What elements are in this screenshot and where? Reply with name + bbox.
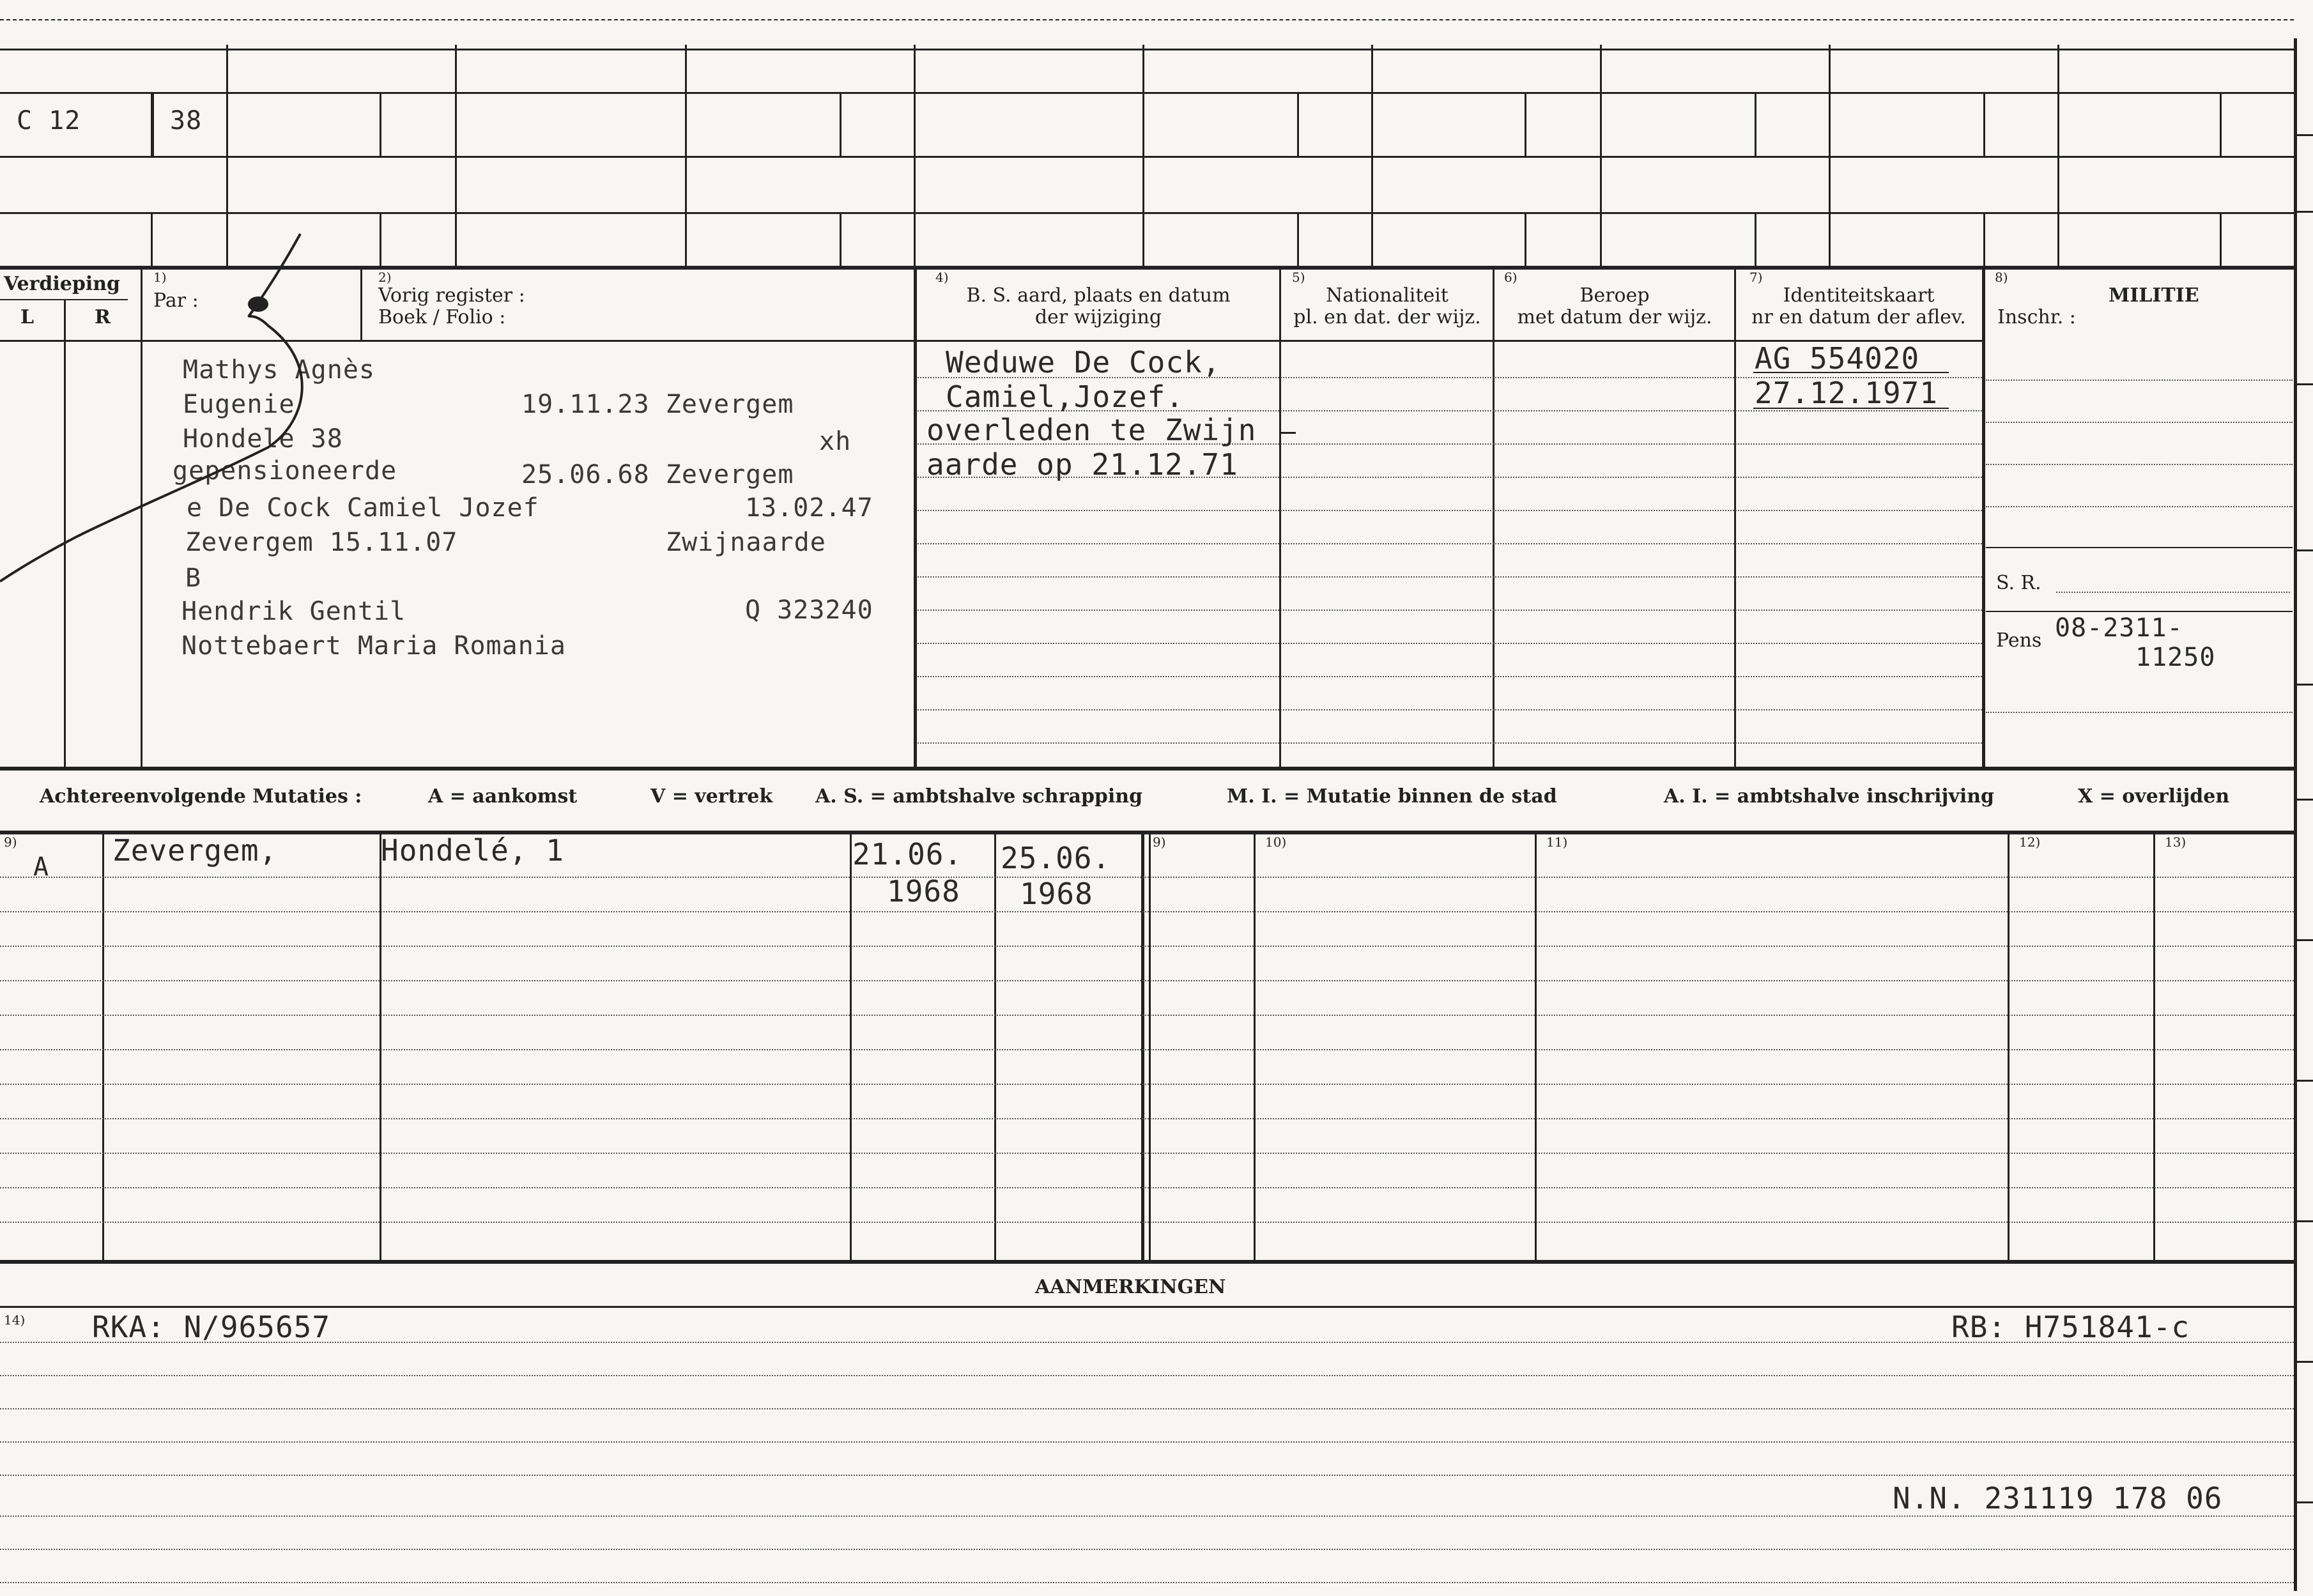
mut-ruling <box>0 1015 2294 1016</box>
mut-ruling <box>0 980 2294 981</box>
militie-divider <box>1986 547 2293 548</box>
legend-title: Achtereenvolgende Mutaties : <box>40 785 362 808</box>
remarks-ruling <box>0 1408 2294 1409</box>
grid-line <box>0 49 2294 50</box>
mut-ruling <box>0 1049 2294 1050</box>
ruling-line <box>918 643 1982 644</box>
spouse-place: Zwijnaarde <box>666 528 826 557</box>
person-street: Hondelé 38 <box>183 424 343 454</box>
col7-number: 7) <box>1749 270 1763 285</box>
grid-line <box>0 266 2294 270</box>
grid-vline <box>2220 212 2222 267</box>
edge-tick <box>2295 1080 2313 1082</box>
bs-header-line1: B. S. aard, plaats en datum <box>966 284 1231 307</box>
grid-vline <box>1371 45 1373 268</box>
legend-arrival: A = aankomst <box>428 785 578 808</box>
grid-vline <box>685 45 687 268</box>
col5-number: 5) <box>1292 270 1305 285</box>
grid-vline <box>840 92 841 156</box>
col-vline <box>914 267 917 768</box>
ruling-line <box>918 510 1982 511</box>
person-code: xh <box>819 427 852 456</box>
edge-tick <box>2295 549 2313 551</box>
col2-number: 2) <box>378 270 392 285</box>
block-number: 38 <box>170 106 203 135</box>
edge-tick <box>2295 799 2313 801</box>
grid-vline <box>1142 45 1144 268</box>
person-job: gepensioneerde <box>173 456 397 486</box>
grid-line <box>0 156 2294 158</box>
mut-vline <box>1535 832 1537 1261</box>
profession-header-line1: Beroep <box>1579 284 1650 307</box>
sr-label: S. R. <box>1996 572 2041 594</box>
block-code: C 12 <box>17 106 81 135</box>
mut-vline <box>2153 832 2155 1261</box>
grid-vline <box>1297 92 1299 156</box>
legend-departure: V = vertrek <box>650 785 773 808</box>
mut-ruling <box>0 1153 2294 1154</box>
mutation-place: Zevergem, <box>112 833 278 868</box>
mut-col9b-number: 9) <box>1153 834 1166 850</box>
militie-ruling <box>1986 464 2293 465</box>
remarks-ruling <box>0 1441 2294 1443</box>
mutation-type: A <box>33 852 50 882</box>
col8-number: 8) <box>1995 270 2008 285</box>
person-letter: B <box>185 564 202 593</box>
grid-vline <box>914 45 916 268</box>
ruling-line <box>918 676 1982 677</box>
mut-vline <box>380 832 381 1261</box>
legend-ex-officio-registration: A. I. = ambtshalve inschrijving <box>1664 785 1995 808</box>
col-vline <box>1982 267 1985 768</box>
col1-number: 1) <box>153 270 167 285</box>
bs-header-line2: der wijziging <box>1034 306 1162 328</box>
remark-nn: N.N. 231119 178 06 <box>1893 1481 2223 1515</box>
militie-ruling <box>1986 712 2293 713</box>
father-code: Q 323240 <box>745 595 873 625</box>
edge-tick <box>2295 134 2313 136</box>
edge-tick <box>2295 211 2313 213</box>
id-underline <box>1753 408 1949 409</box>
mut-col13-number: 13) <box>2165 834 2186 850</box>
civil-status-line2: Camiel,Jozef. <box>946 380 1185 414</box>
edge-tick <box>2295 1361 2313 1363</box>
civil-status-line4: aarde op 21.12.71 <box>926 447 1238 482</box>
remarks-ruling <box>0 1549 2294 1550</box>
col6-number: 6) <box>1504 270 1518 285</box>
ruling-line <box>918 610 1982 611</box>
grid-vline <box>380 212 381 267</box>
floor-right-label: R <box>95 306 111 328</box>
legend-bottom-line <box>0 831 2294 834</box>
grid-line <box>0 212 2294 214</box>
par-label: Par : <box>153 289 199 312</box>
mut-vline <box>102 832 104 1261</box>
remarks-number: 14) <box>4 1312 26 1328</box>
remark-rka: RKA: N/965657 <box>92 1310 331 1344</box>
mut-col10-number: 10) <box>1265 834 1287 850</box>
mut-col11-number: 11) <box>1546 834 1568 850</box>
mutation-date2-year: 1968 <box>1020 877 1093 911</box>
mut-ruling <box>0 877 2294 878</box>
mutation-date2-day: 25.06. <box>1001 841 1111 875</box>
mut-vline <box>1254 832 1256 1261</box>
grid-vline <box>455 45 457 268</box>
mut-ruling <box>0 911 2294 912</box>
ruling-line <box>918 576 1982 578</box>
floor-left-label: L <box>20 306 35 328</box>
civil-status-line1: Weduwe De Cock, <box>946 345 1221 380</box>
edge-tick <box>2295 684 2313 686</box>
col-vline <box>1734 267 1736 768</box>
mutation-date1-day: 21.06. <box>852 837 963 871</box>
grid-vline <box>1525 92 1526 156</box>
grid-vline <box>1297 212 1299 267</box>
militie-ruling <box>1986 422 2293 423</box>
edge-tick <box>2295 1220 2313 1222</box>
mut-ruling <box>0 1118 2294 1119</box>
remarks-ruling <box>0 1582 2294 1583</box>
grid-vline <box>1755 92 1756 156</box>
militie-divider <box>1986 611 2293 612</box>
mut-vline <box>994 832 996 1261</box>
grid-vline <box>1829 45 1831 268</box>
col-vline <box>1493 267 1495 768</box>
grid-vline <box>1755 212 1756 267</box>
ruling-line <box>918 543 1982 544</box>
verdieping-label: Verdieping <box>4 273 121 295</box>
nationality-header-line2: pl. en dat. der wijz. <box>1293 306 1481 328</box>
id-card-number: AG 554020 <box>1755 341 1920 376</box>
militie-ruling <box>1986 380 2293 381</box>
grid-vline <box>840 212 841 267</box>
remarks-ruling <box>0 1342 2294 1343</box>
mut-ruling <box>0 946 2294 947</box>
legend-internal-move: M. I. = Mutatie binnen de stad <box>1227 785 1557 808</box>
mother-name: Nottebaert Maria Romania <box>181 631 566 661</box>
mut-vline <box>2008 832 2009 1261</box>
id-underline <box>1753 372 1949 373</box>
mut-col12-number: 12) <box>2019 834 2041 850</box>
edge-tick <box>2295 1501 2313 1503</box>
col-vline <box>1279 267 1281 768</box>
spouse-name: e De Cock Camiel Jozef <box>187 493 539 523</box>
pens-label: Pens <box>1996 629 2042 652</box>
mutation-street: Hondelé, 1 <box>381 833 564 868</box>
grid-line <box>0 92 2294 94</box>
legend-deceased: X = overlijden <box>2078 785 2230 808</box>
grid-vline <box>1600 45 1602 268</box>
spouse-birth: Zevergem 15.11.07 <box>185 528 458 557</box>
militie-header: MILITIE <box>2109 284 2199 307</box>
body-bottom-line <box>0 767 2294 771</box>
col4-number: 4) <box>935 270 949 285</box>
top-edge-line <box>0 19 2294 20</box>
edge-tick <box>2295 939 2313 941</box>
mut-ruling <box>0 1084 2294 1085</box>
grid-vline <box>152 92 154 156</box>
edge-tick <box>2295 383 2313 385</box>
ruling-line <box>918 709 1982 710</box>
person-name: Mathys Agnès <box>183 355 375 385</box>
remark-rb: RB: H751841-c <box>1951 1310 2190 1344</box>
grid-vline <box>1525 212 1526 267</box>
pen-stroke-mark <box>0 230 332 601</box>
mut-vline <box>850 832 852 1261</box>
militie-ruling <box>1986 506 2293 507</box>
mut-vline <box>1149 832 1151 1261</box>
person-firstname: Eugenie <box>183 390 295 419</box>
profession-header-line2: met datum der wijz. <box>1517 306 1712 328</box>
person-job-date: 25.06.68 Zevergem <box>521 460 794 489</box>
remarks-header-line <box>0 1306 2294 1308</box>
civil-status-line3: overleden te Zwijn <box>926 413 1257 447</box>
grid-vline <box>380 92 381 156</box>
id-card-header-line1: Identiteitskaart <box>1783 284 1935 307</box>
remarks-ruling <box>0 1515 2294 1517</box>
remarks-ruling <box>0 1375 2294 1376</box>
nationality-header-line1: Nationaliteit <box>1326 284 1449 307</box>
grid-vline <box>2057 45 2059 268</box>
mut-ruling <box>0 1187 2294 1188</box>
grid-vline <box>1983 212 1985 267</box>
mut-col9-number: 9) <box>4 834 17 850</box>
right-border <box>2294 38 2297 1591</box>
mut-vline <box>1141 832 1144 1261</box>
father-name: Hendrik Gentil <box>181 597 406 626</box>
id-card-header-line2: nr en datum der aflev. <box>1751 306 1966 328</box>
ruling-line <box>918 742 1982 744</box>
mut-ruling <box>0 1222 2294 1223</box>
person-birth: 19.11.23 Zevergem <box>521 390 794 419</box>
remarks-ruling <box>0 1475 2294 1476</box>
remarks-title: AANMERKINGEN <box>1035 1276 1226 1298</box>
pension-number-line2: 11250 <box>2135 643 2216 672</box>
col-vline <box>360 267 362 340</box>
legend-ex-officio-removal: A. S. = ambtshalve schrapping <box>815 785 1143 808</box>
grid-vline <box>1983 92 1985 156</box>
pension-number-line1: 08-2311- <box>2055 613 2183 643</box>
dash-mark <box>1279 432 1296 434</box>
boek-folio-label: Boek / Folio : <box>378 306 506 328</box>
mut-bottom-line <box>0 1260 2294 1264</box>
vorig-register-label: Vorig register : <box>378 284 525 307</box>
mutation-date1-year: 1968 <box>887 874 960 909</box>
id-card-date: 27.12.1971 <box>1755 376 1938 410</box>
marriage-date: 13.02.47 <box>745 493 873 523</box>
inschr-label: Inschr. : <box>1997 306 2076 328</box>
grid-vline <box>2220 92 2222 156</box>
sr-line <box>2056 592 2290 593</box>
